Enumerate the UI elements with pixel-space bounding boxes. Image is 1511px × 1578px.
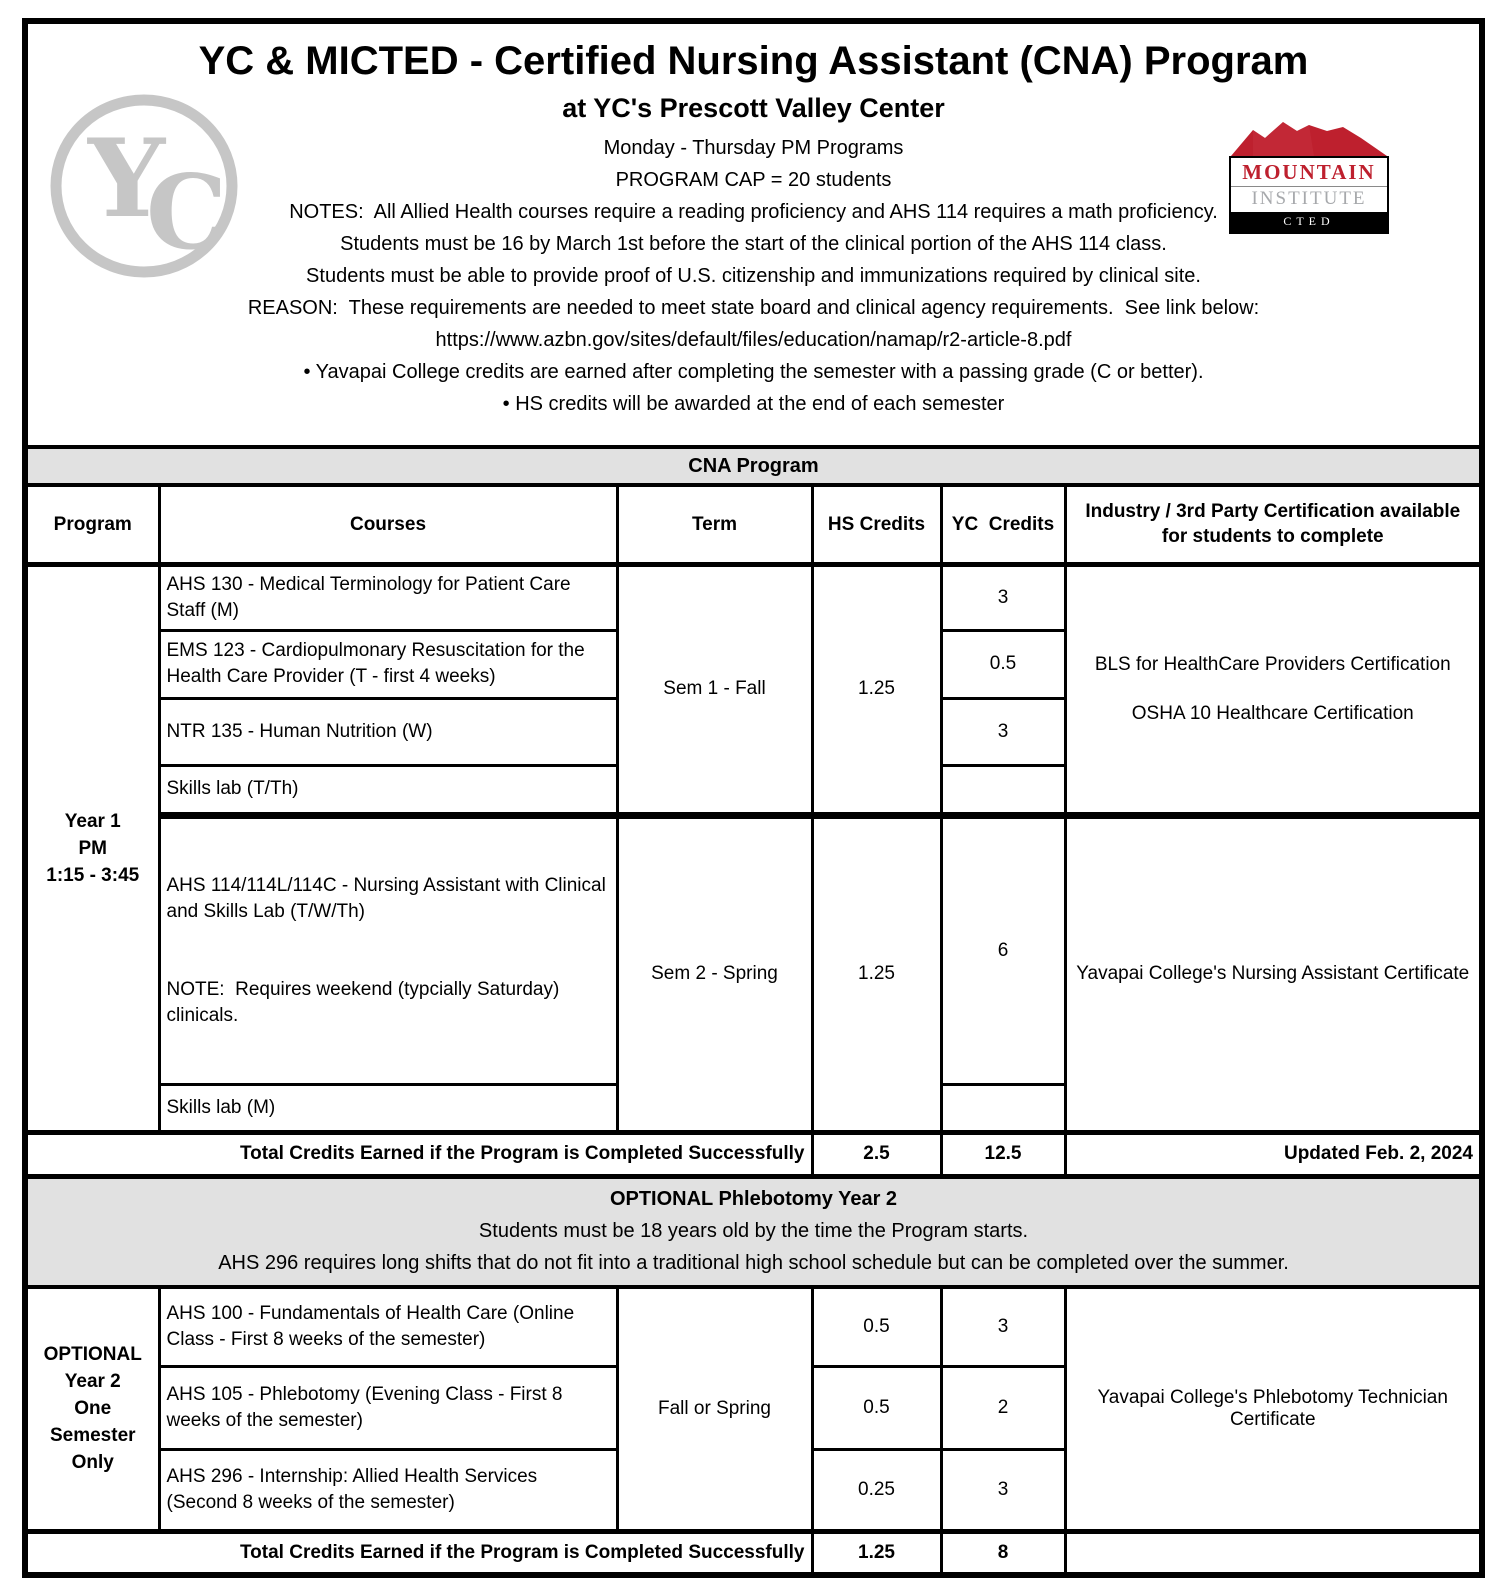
notes-line-3: Students must be able to provide proof of U.S. citizenship and immunizations required by clinical site. (306, 265, 1201, 287)
mi-word-cted: CTED (1231, 212, 1387, 232)
term-cell-spring: Sem 2 - Spring (617, 815, 812, 1132)
course-cell-ems123: EMS 123 - Cardiopulmonary Resuscitation for the Health Care Provider (T - first 4 weeks) (159, 630, 617, 698)
certification-cell-spring: Yavapai College's Nursing Assistant Certificate (1065, 815, 1479, 1132)
svg-text:Y: Y (88, 116, 166, 242)
col-header-courses: Courses (159, 487, 617, 564)
col-header-program: Program (28, 487, 159, 564)
bullet-line-2: • HS credits will be awarded at the end of each semester (502, 393, 1005, 415)
mountain-icon (1229, 118, 1389, 156)
total-label: Total Credits Earned if the Program is Completed Successfully (28, 1132, 812, 1174)
yc-monogram-icon (48, 86, 240, 292)
hs-credits-ahs296: 0.25 (812, 1449, 941, 1531)
yc-credits-skills-lab-m (941, 1084, 1065, 1132)
phlebotomy-note-2: AHS 296 requires long shifts that do not fit into a traditional high school schedule but can be completed over the summer. (218, 1252, 1289, 1274)
term-cell-year2: Fall or Spring (617, 1289, 812, 1531)
link-line (28, 324, 1479, 356)
phlebotomy-section-title: OPTIONAL Phlebotomy Year 2 (609, 1188, 898, 1210)
hs-credits-spring: 1.25 (812, 815, 941, 1132)
page-title: YC & MICTED - Certified Nursing Assistant (CNA) Program (198, 39, 1309, 83)
yc-credits-ntr135: 3 (941, 698, 1065, 765)
cna-table (28, 487, 1479, 1174)
cna-section-header: CNA Program (28, 445, 1479, 487)
phlebotomy-table (28, 1289, 1479, 1572)
total-label: Total Credits Earned if the Program is Completed Successfully (28, 1531, 812, 1572)
course-cell-ntr135: NTR 135 - Human Nutrition (W) (159, 698, 617, 765)
yc-logo (48, 86, 240, 297)
col-header-term: Term (617, 487, 812, 564)
course-cell-ahs105: AHS 105 - Phlebotomy (Evening Class - First 8 weeks of the semester) (159, 1366, 617, 1449)
phlebotomy-note-1: Students must be 18 years old by the time the Program starts. (478, 1220, 1029, 1242)
svg-text:C: C (146, 153, 228, 273)
yc-credits-ahs105: 2 (941, 1366, 1065, 1449)
phlebotomy-total-row (28, 1531, 1479, 1572)
reason-line: REASON: These requirements are needed to meet state board and clinical agency requirements. See link below: (247, 297, 1260, 319)
table-row (28, 564, 1479, 630)
program-cell-year2: OPTIONAL Year 2 One Semester Only (28, 1289, 159, 1531)
phlebotomy-section-header (28, 1174, 1479, 1289)
program-cell-year1: Year 1 PM 1:15 - 3:45 (28, 564, 159, 1132)
total-yc-credits: 12.5 (941, 1132, 1065, 1174)
yc-credits-ahs100: 3 (941, 1289, 1065, 1366)
course-cell-skills-lab-m: Skills lab (M) (159, 1084, 617, 1132)
program-cap-line: PROGRAM CAP = 20 students (615, 169, 892, 191)
mi-word-mountain: MOUNTAIN (1231, 158, 1387, 187)
course-cell-skills-lab-tth: Skills lab (T/Th) (159, 765, 617, 815)
page-subtitle: at YC's Prescott Valley Center (562, 93, 945, 123)
mountain-institute-logo (1229, 118, 1389, 234)
table-row (28, 1289, 1479, 1366)
table-row (28, 815, 1479, 1084)
cna-header-row (28, 487, 1479, 564)
yc-credits-ems123: 0.5 (941, 630, 1065, 698)
course-cell-ahs130: AHS 130 - Medical Terminology for Patient Care Staff (M) (159, 564, 617, 630)
certification-cell-year2: Yavapai College's Phlebotomy Technician Certificate (1065, 1289, 1479, 1531)
hs-credits-fall: 1.25 (812, 564, 941, 815)
hs-credits-ahs100: 0.5 (812, 1289, 941, 1366)
notes-line-2: Students must be 16 by March 1st before the start of the clinical portion of the AHS 114 class. (340, 233, 1167, 255)
mi-word-institute: INSTITUTE (1251, 188, 1367, 209)
total-hs-credits: 2.5 (812, 1132, 941, 1174)
azbn-link[interactable]: https://www.azbn.gov/sites/default/files/education/namap/r2-article-8.pdf (435, 329, 1072, 351)
yc-credits-ahs130: 3 (941, 564, 1065, 630)
bullet-line-1: • Yavapai College credits are earned after completing the semester with a passing grade (C or better). (303, 361, 1204, 383)
course-cell-ahs296: AHS 296 - Internship: Allied Health Services (Second 8 weeks of the semester) (159, 1449, 617, 1531)
notes-line-1: NOTES: All Allied Health courses require a reading proficiency and AHS 114 requires a math proficiency. (289, 201, 1218, 223)
empty-cell (1065, 1531, 1479, 1572)
course-cell-ahs100: AHS 100 - Fundamentals of Health Care (Online Class - First 8 weeks of the semester) (159, 1289, 617, 1366)
document-frame (22, 18, 1485, 1578)
col-header-yc-credits: YC Credits (941, 487, 1065, 564)
yc-credits-ahs114: 6 (941, 815, 1065, 1084)
total-yc-credits: 8 (941, 1531, 1065, 1572)
term-cell-fall: Sem 1 - Fall (617, 564, 812, 815)
certification-cell-fall: BLS for HealthCare Providers Certification OSHA 10 Healthcare Certification (1065, 564, 1479, 815)
total-hs-credits: 1.25 (812, 1531, 941, 1572)
yc-credits-skills-lab-tth (941, 765, 1065, 815)
schedule-line: Monday - Thursday PM Programs (603, 137, 904, 159)
yc-credits-ahs296: 3 (941, 1449, 1065, 1531)
document-header (28, 24, 1479, 445)
hs-credits-ahs105: 0.5 (812, 1366, 941, 1449)
col-header-certification: Industry / 3rd Party Certification available for students to complete (1065, 487, 1479, 564)
col-header-hs-credits: HS Credits (812, 487, 941, 564)
cna-total-row (28, 1132, 1479, 1174)
course-cell-ahs114: AHS 114/114L/114C - Nursing Assistant with Clinical and Skills Lab (T/W/Th) NOTE: Requires weekend (typcially Saturday) clinicals. (159, 815, 617, 1084)
updated-date: Updated Feb. 2, 2024 (1065, 1132, 1479, 1174)
